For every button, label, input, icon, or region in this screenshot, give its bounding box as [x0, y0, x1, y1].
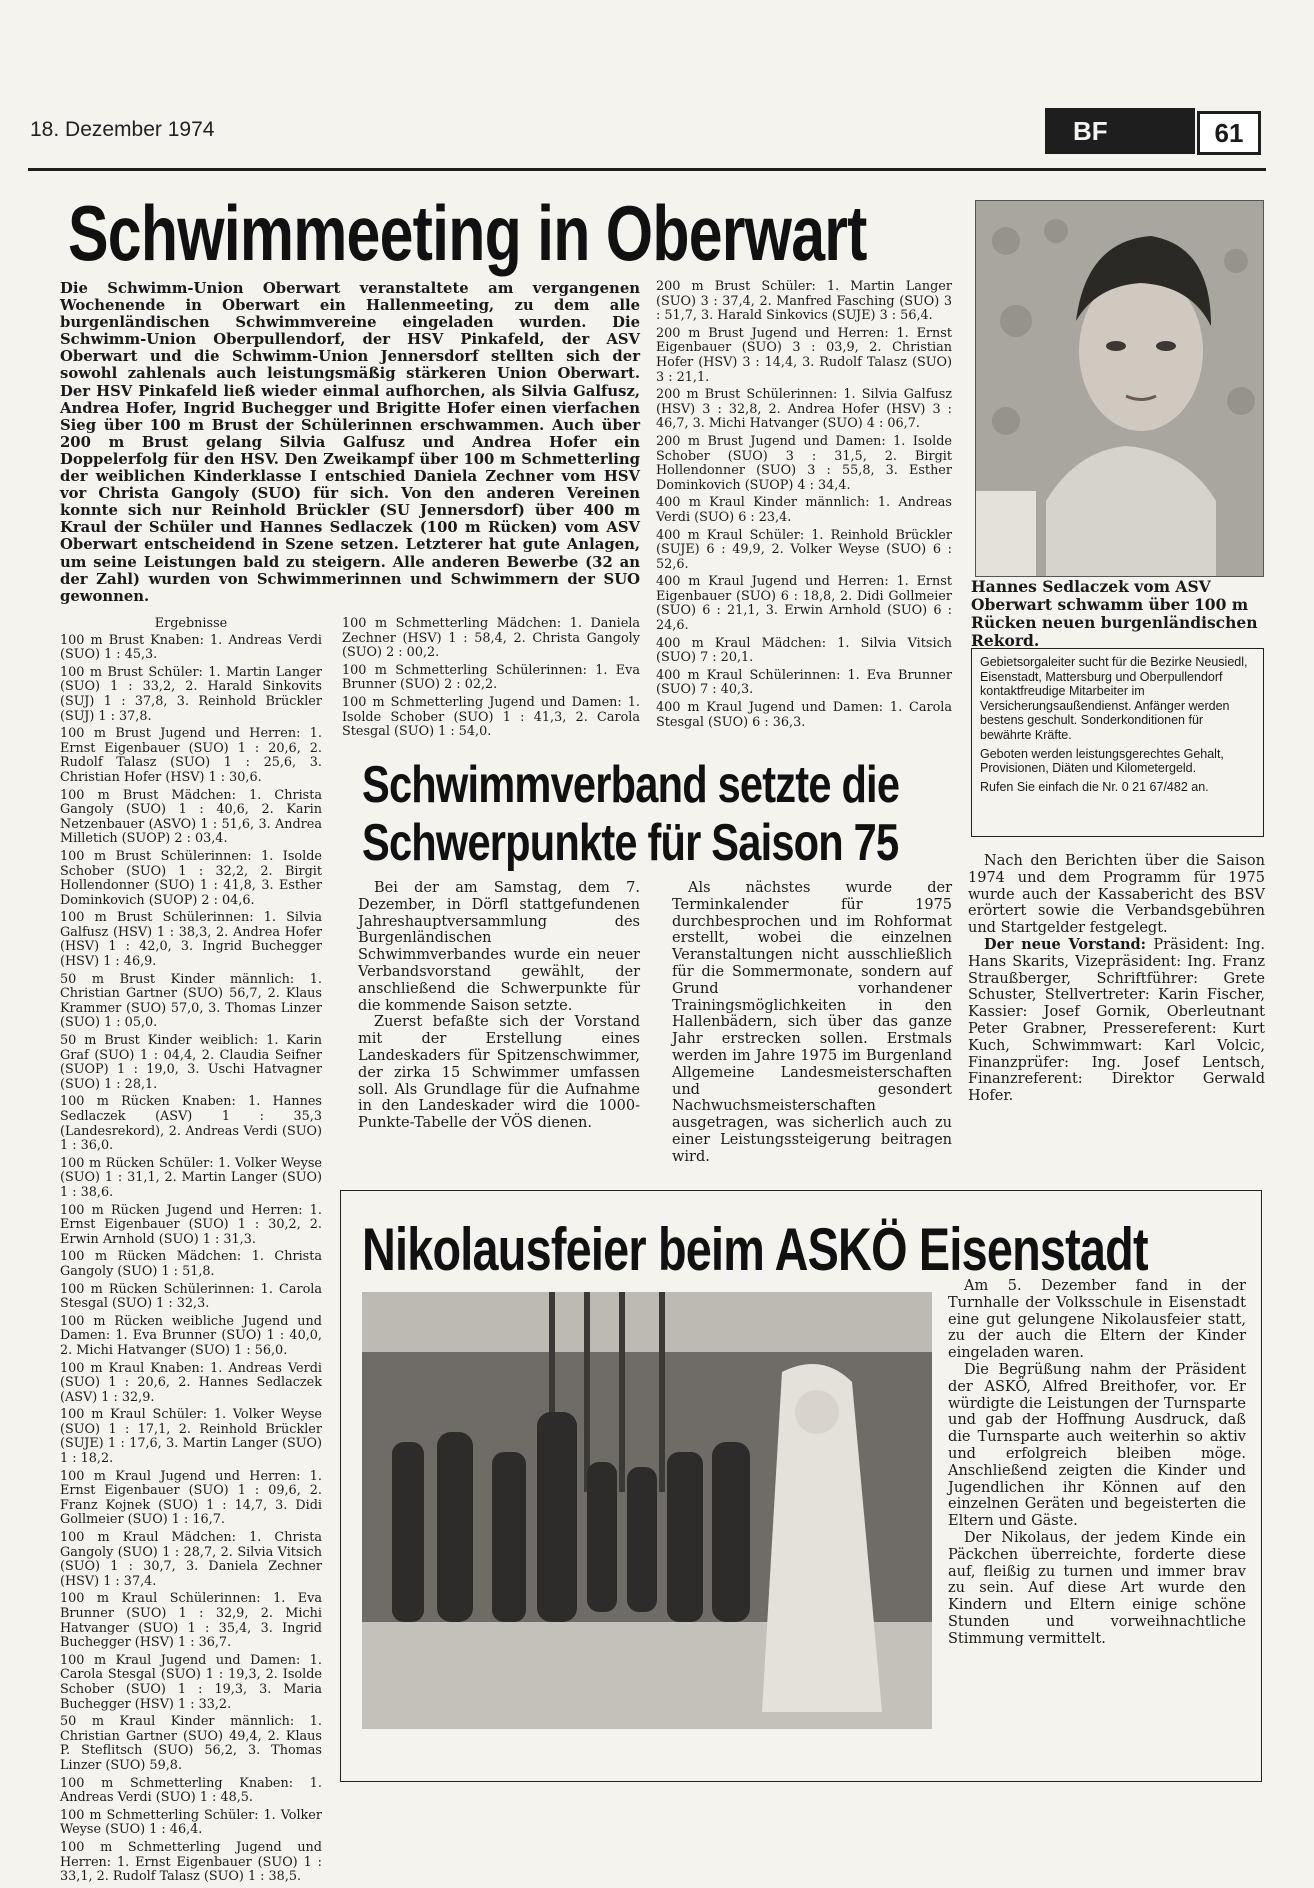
result-entry: 100 m Kraul Jugend und Damen: 1. Carola Stesgal (SUO) 1 : 19,3, 2. Isolde Schober (SUO) 1 : 19,3, 3. Maria Buchegger (HSV) 1 : 33,2. [60, 1652, 322, 1712]
headline-schwimmverband [362, 756, 899, 872]
result-entry: 100 m Brust Jugend und Herren: 1. Ernst Eigenbauer (SUO) 1 : 20,6, 2. Rudolf Talasz (SUO) 1 : 25,6, 3. Christian Hofer (HSV) 1 : 30,6. [60, 726, 322, 785]
article-paragraph: Am 5. Dezember fand in der Turnhalle der Volksschule in Eisenstadt eine gut gelungene Nikolausfeier statt, zu der auch die Eltern der Kinder eingeladen waren. [948, 1278, 1246, 1362]
result-entry: 100 m Schmetterling Schüler: 1. Volker Weyse (SUO) 1 : 46,4. [60, 1807, 322, 1838]
result-entry: 100 m Kraul Jugend und Herren: 1. Ernst Eigenbauer (SUO) 1 : 09,6, 2. Franz Kojnek (SUO) 1 : 14,7, 3. Didi Gollmeier (SUO) 1 : 16,7. [60, 1468, 322, 1528]
result-entry: 100 m Kraul Knaben: 1. Andreas Verdi (SUO) 1 : 20,6, 2. Hannes Sedlaczek (ASV) 1 : 32,9. [60, 1360, 322, 1405]
result-entry: 400 m Kraul Jugend und Herren: 1. Ernst Eigenbauer (SUO) 6 : 18,8, 2. Didi Gollmeier (SUO) 6 : 21,1, 3. Erwin Arnhold (SUO) 6 : 24,6. [656, 574, 952, 634]
result-entry: 100 m Schmetterling Jugend und Herren: 1. Ernst Eigenbauer (SUO) 1 : 33,1, 2. Rudolf Talasz (SUO) 1 : 38,5. [60, 1839, 322, 1885]
result-entry: 100 m Rücken Schüler: 1. Volker Weyse (SUO) 1 : 31,1, 2. Martin Langer (SUO) 1 : 38,6. [60, 1155, 322, 1200]
result-entry: 100 m Brust Mädchen: 1. Christa Gangoly (SUO) 1 : 40,6, 2. Karin Netzenbauer (ASVO) 1 : 51,6, 3. Andrea Milletich (SUOP) 2 : 03,4. [60, 787, 322, 847]
result-entry: 100 m Kraul Schüler: 1. Volker Weyse (SUO) 1 : 17,1, 2. Reinhold Brückler (SUJE) 1 : 17,6, 3. Martin Langer (SUO) 1 : 18,2. [60, 1407, 322, 1467]
header-rule [28, 168, 1266, 171]
article-paragraph: Als nächstes wurde der Terminkalender für 1975 durchbesprochen und im Rohformat erstellt, wobei die einzelnen Veranstaltungen nicht ausschließlich für die Sommermonate, sondern auf Grund vorhandener Trainingsmöglichkeiten in den Hallenbädern, sich über das ganze Jahr erstrecken sollen. Erstmals werden im Jahre 1975 im Burgenland Allgemeine Landesmeisterschaften und gesondert Nachwuchsmeisterschaften ausgetragen, was sicherlich auch zu einer Leistungssteigerung beitragen wird. [672, 880, 952, 1165]
result-entry: 100 m Schmetterling Knaben: 1. Andreas Verdi (SUO) 1 : 48,5. [60, 1775, 322, 1806]
result-entry: 400 m Kraul Schüler: 1. Reinhold Brückler (SUJE) 6 : 49,9, 2. Volker Weyse (SUO) 6 : 52,6. [656, 527, 952, 572]
result-entry: 200 m Brust Schülerinnen: 1. Silvia Galfusz (HSV) 3 : 32,8, 2. Andrea Hofer (HSV) 3 : 46,7, 3. Michi Hatvanger (SUO) 4 : 06,7. [656, 387, 952, 432]
result-entry: 100 m Brust Knaben: 1. Andreas Verdi (SUO) 1 : 45,3. [60, 632, 322, 663]
result-entry: 50 m Kraul Kinder männlich: 1. Christian Gartner (SUO) 49,4, 2. Klaus P. Steflitsch (SUO) 56,2, 3. Thomas Linzer (SUO) 59,8. [60, 1714, 322, 1773]
photo-hannes-sedlaczek [975, 200, 1264, 577]
result-entry: 400 m Kraul Kinder männlich: 1. Andreas Verdi (SUO) 6 : 23,4. [656, 495, 952, 525]
headline-line-2: Schwerpunkte für Saison 75 [362, 814, 899, 872]
article3-text [948, 1278, 1246, 1648]
result-entry: 200 m Brust Schüler: 1. Martin Langer (SUO) 3 : 37,4, 2. Manfred Fasching (SUO) 3 : 51,7, 3. Harald Sinkovics (SUJE) 3 : 56,4. [656, 279, 952, 324]
article2-column-1 [358, 880, 640, 1132]
result-entry: 100 m Rücken weibliche Jugend und Damen: 1. Eva Brunner (SUO) 1 : 40,0, 2. Michi Hatvanger (SUO) 1 : 56,0. [60, 1313, 322, 1358]
ad-text-1: Gebietsorgaleiter sucht für die Bezirke Neusiedl, Eisenstadt, Mattersburg und Oberpullendorf kontaktfreudige Mitarbeiter im Versicherungsaußendienst. Anfänger werden bestens geschult. Sonderkonditionen für bewährte Kräfte. [980, 655, 1248, 742]
result-entry: 200 m Brust Jugend und Herren: 1. Ernst Eigenbauer (SUO) 3 : 03,9, 2. Christian Hofer (HSV) 3 : 14,4, 3. Rudolf Talasz (SUO) 3 : 21,1. [656, 325, 952, 385]
vorstand-list: Präsident: Ing. Hans Skarits, Vizepräsident: Ing. Franz Straußberger, Schriftführer: Grete Schuster, Stellvertreter: Karin Fischer, Kassier: Josef Gornik, Oberleutnant Peter Grabner, Pressereferent: Kurt Kuch, Schwimmwart: Karl Volcic, Finanzprüfer: Ing. Josef Lentsch, Finanzreferent: Direktor Gerwald Hofer. [968, 936, 1266, 1105]
ad-text-3: Rufen Sie einfach die Nr. 0 21 67/482 an. [980, 779, 1209, 794]
result-entry: 400 m Kraul Jugend und Damen: 1. Carola Stesgal (SUO) 6 : 36,3. [656, 700, 952, 730]
article-paragraph: Bei der am Samstag, dem 7. Dezember, in Dörfl stattgefundenen Jahreshauptversammlung des Burgenländischen Schwimmverbandes wurde ein neuer Verbandsvorstand gewählt, der anschließend die Schwerpunkte für die kommende Saison setzte. [358, 880, 640, 1014]
article-paragraph: Die Begrüßung nahm der Präsident der ASKÖ, Alfred Breithofer, vor. Er würdigte die Leistungen der Turnsparte und gab der Hoffnung Ausdruck, daß die Turnsparte auch weiterhin so aktiv und erfolgreich bleiben möge. Anschließend zeigten die Kinder und Jugendlichen ihr Können auf den einzelnen Geräten und begeisterten die Eltern und Gäste. [948, 1361, 1246, 1530]
result-entry: 100 m Rücken Knaben: 1. Hannes Sedlaczek (ASV) 1 : 35,3 (Landesrekord), 2. Andreas Verdi (SUO) 1 : 36,0. [60, 1094, 322, 1154]
result-entry: 100 m Rücken Schülerinnen: 1. Carola Stesgal (SUO) 1 : 32,3. [60, 1281, 322, 1312]
result-entry: 100 m Kraul Mädchen: 1. Christa Gangoly (SUO) 1 : 28,7, 2. Silvia Vitsich (SUO) 1 : 30,7, 3. Daniela Zechner (HSV) 1 : 37,4. [60, 1530, 322, 1589]
photo-caption: Hannes Sedlaczek vom ASV Oberwart schwamm über 100 m Rücken neuen burgenländischen Rekord. [971, 577, 1258, 650]
headline-line-1: Schwimmverband setzte die [362, 756, 900, 814]
gym-scene-illustration [362, 1292, 932, 1729]
result-entry: 400 m Kraul Mädchen: 1. Silvia Vitsich (SUO) 7 : 20,1. [656, 635, 952, 666]
result-entry: 100 m Schmetterling Schülerinnen: 1. Eva Brunner (SUO) 2 : 02,2. [342, 662, 640, 693]
results-column-1 [60, 617, 322, 1888]
results-column-2 [342, 617, 640, 743]
ad-text-2: Geboten werden leistungsgerechtes Gehalt, Provisionen, Diäten und Kilometergeld. [980, 746, 1224, 776]
classified-ad [971, 648, 1264, 837]
article1-intro: Die Schwimm-Union Oberwart veranstaltete am vergangenen Wochenende in Oberwart ein Hallenmeeting, zu dem alle burgenländischen Schwimmvereine eingeladen wurden. Die Schwimm-Union Oberpullendorf, der HSV Pinkafeld, der ASV Oberwart und die Schwimm-Union Jennersdorf stellten sich der sowohl zahlenals auch leistungsmäßig stärkeren Union Oberwart. Der HSV Pinkafeld ließ wieder einmal aufhorchen, als Silvia Galfusz, Andrea Hofer, Ingrid Buchegger und Brigitte Hofer einen vierfachen Sieg über 100 m Brust der Schülerinnen erschwammen. Auch über 200 m Brust gelang Silvia Galfusz und Andrea Hofer ein Doppelerfolg für den HSV. Den Zweikampf über 100 m Schmetterling der weiblichen Kinderklasse I entschied Daniela Zechner vom HSV vor Christa Gangoly (SUO) für sich. Von den anderen Vereinen konnte sich nur Reinhold Brückler (SU Jennersdorf) über 400 m Kraul der Schüler und Hannes Sedlaczek (100 m Rücken) vom ASV Oberwart entscheidend in Szene setzen. Letzterer hat gute Anlagen, um seine Leistungen bald zu steigern. Alle anderen Bewerbe (32 an der Zahl) wurden von Schwimmerinnen und Schwimmern der SUO gewonnen. [60, 280, 640, 605]
article2-column-2 [672, 880, 952, 1166]
article-paragraph: Zuerst befaßte sich der Vorstand mit der Erstellung eines Landeskaders für Spitzenschwimmer, der zirka 15 Schwimmer umfassen soll. Als Grundlage für die Aufnahme in den Landeskader wird die 1000-Punkte-Tabelle der VÖS dienen. [358, 1014, 640, 1132]
portrait-illustration [976, 201, 1263, 576]
result-entry: 400 m Kraul Schülerinnen: 1. Eva Brunner (SUO) 7 : 40,3. [656, 667, 952, 698]
result-entry: 200 m Brust Jugend und Damen: 1. Isolde Schober (SUO) 3 : 31,5, 2. Birgit Hollendonner (SUO) 3 : 55,8, 3. Esther Dominkovich (SUOP) 4 : 34,4. [656, 433, 952, 493]
issue-date: 18. Dezember 1974 [30, 118, 215, 141]
article-paragraph: Der Nikolaus, der jedem Kinde ein Päckchen überreichte, forderte diese auf, fleißig zu turnen und immer brav zu sein. Auf diese Art wurde den Kindern und Eltern einige schöne Stunden und vorweihnachtliche Stimmung vermittelt. [948, 1529, 1246, 1647]
result-entry: 100 m Schmetterling Mädchen: 1. Daniela Zechner (HSV) 1 : 58,4, 2. Christa Gangoly (SUO) 2 : 00,2. [342, 616, 640, 661]
result-entry: 100 m Brust Schülerinnen: 1. Isolde Schober (SUO) 1 : 32,2, 2. Birgit Hollendonner (SUO) 1 : 41,8, 3. Esther Dominkovich (SUOP) 2 : 04,6. [60, 848, 322, 908]
page-number: 61 [1197, 111, 1261, 155]
result-entry: 100 m Brust Schüler: 1. Martin Langer (SUO) 1 : 33,2, 2. Harald Sinkovits (SUJ) 1 : 37,8, 3. Reinhold Brückler (SUJ) 1 : 37,8. [60, 664, 322, 724]
results-title: Ergebnisse [154, 616, 228, 631]
result-entry: 100 m Brust Schülerinnen: 1. Silvia Galfusz (HSV) 1 : 38,3, 2. Andrea Hofer (HSV) 1 : 42,0, 3. Ingrid Buchegger (HSV) 1 : 46,9. [60, 910, 322, 970]
result-entry: 100 m Schmetterling Jugend und Damen: 1. Isolde Schober (SUO) 1 : 41,3, 2. Carola Stesgal (SUO) 1 : 54,0. [342, 694, 640, 740]
result-entry: 100 m Kraul Schülerinnen: 1. Eva Brunner (SUO) 1 : 32,9, 2. Michi Hatvanger (SUO) 1 : 35,4, 3. Ingrid Buchegger (HSV) 1 : 36,7. [60, 1591, 322, 1651]
results-column-3 [656, 280, 952, 733]
result-entry: 50 m Brust Kinder männlich: 1. Christian Gartner (SUO) 56,7, 2. Klaus Krammer (SUO) 57,0, 3. Thomas Linzer (SUO) 1 : 05,0. [60, 971, 322, 1031]
vorstand-lead: Der neue Vorstand: [984, 935, 1147, 953]
result-entry: 100 m Rücken Jugend und Herren: 1. Ernst Eigenbauer (SUO) 1 : 30,2, 2. Erwin Arnhold (SUO) 1 : 31,3. [60, 1202, 322, 1247]
result-entry: 100 m Rücken Mädchen: 1. Christa Gangoly (SUO) 1 : 51,8. [60, 1249, 322, 1279]
page-header-badge [1045, 108, 1260, 154]
headline-schwimmeeting: Schwimmeeting in Oberwart [68, 189, 867, 277]
photo-nikolausfeier [362, 1292, 932, 1729]
section-label: BF [1045, 108, 1195, 154]
article2-col3-text: Nach den Berichten über die Saison 1974 und dem Programm für 1975 wurde auch der Kassabericht des BSV erörtert sowie die Verbandsgebühren und Startgelder festgelegt. [968, 853, 1265, 937]
result-entry: 50 m Brust Kinder weiblich: 1. Karin Graf (SUO) 1 : 04,4, 2. Claudia Seifner (SUOP) 1 : 19,0, 3. Uschi Hatvagner (SUO) 1 : 28,1. [60, 1033, 322, 1092]
headline-nikolausfeier: Nikolausfeier beim ASKÖ Eisenstadt [362, 1216, 1148, 1283]
article2-column-3 [968, 853, 1265, 1105]
